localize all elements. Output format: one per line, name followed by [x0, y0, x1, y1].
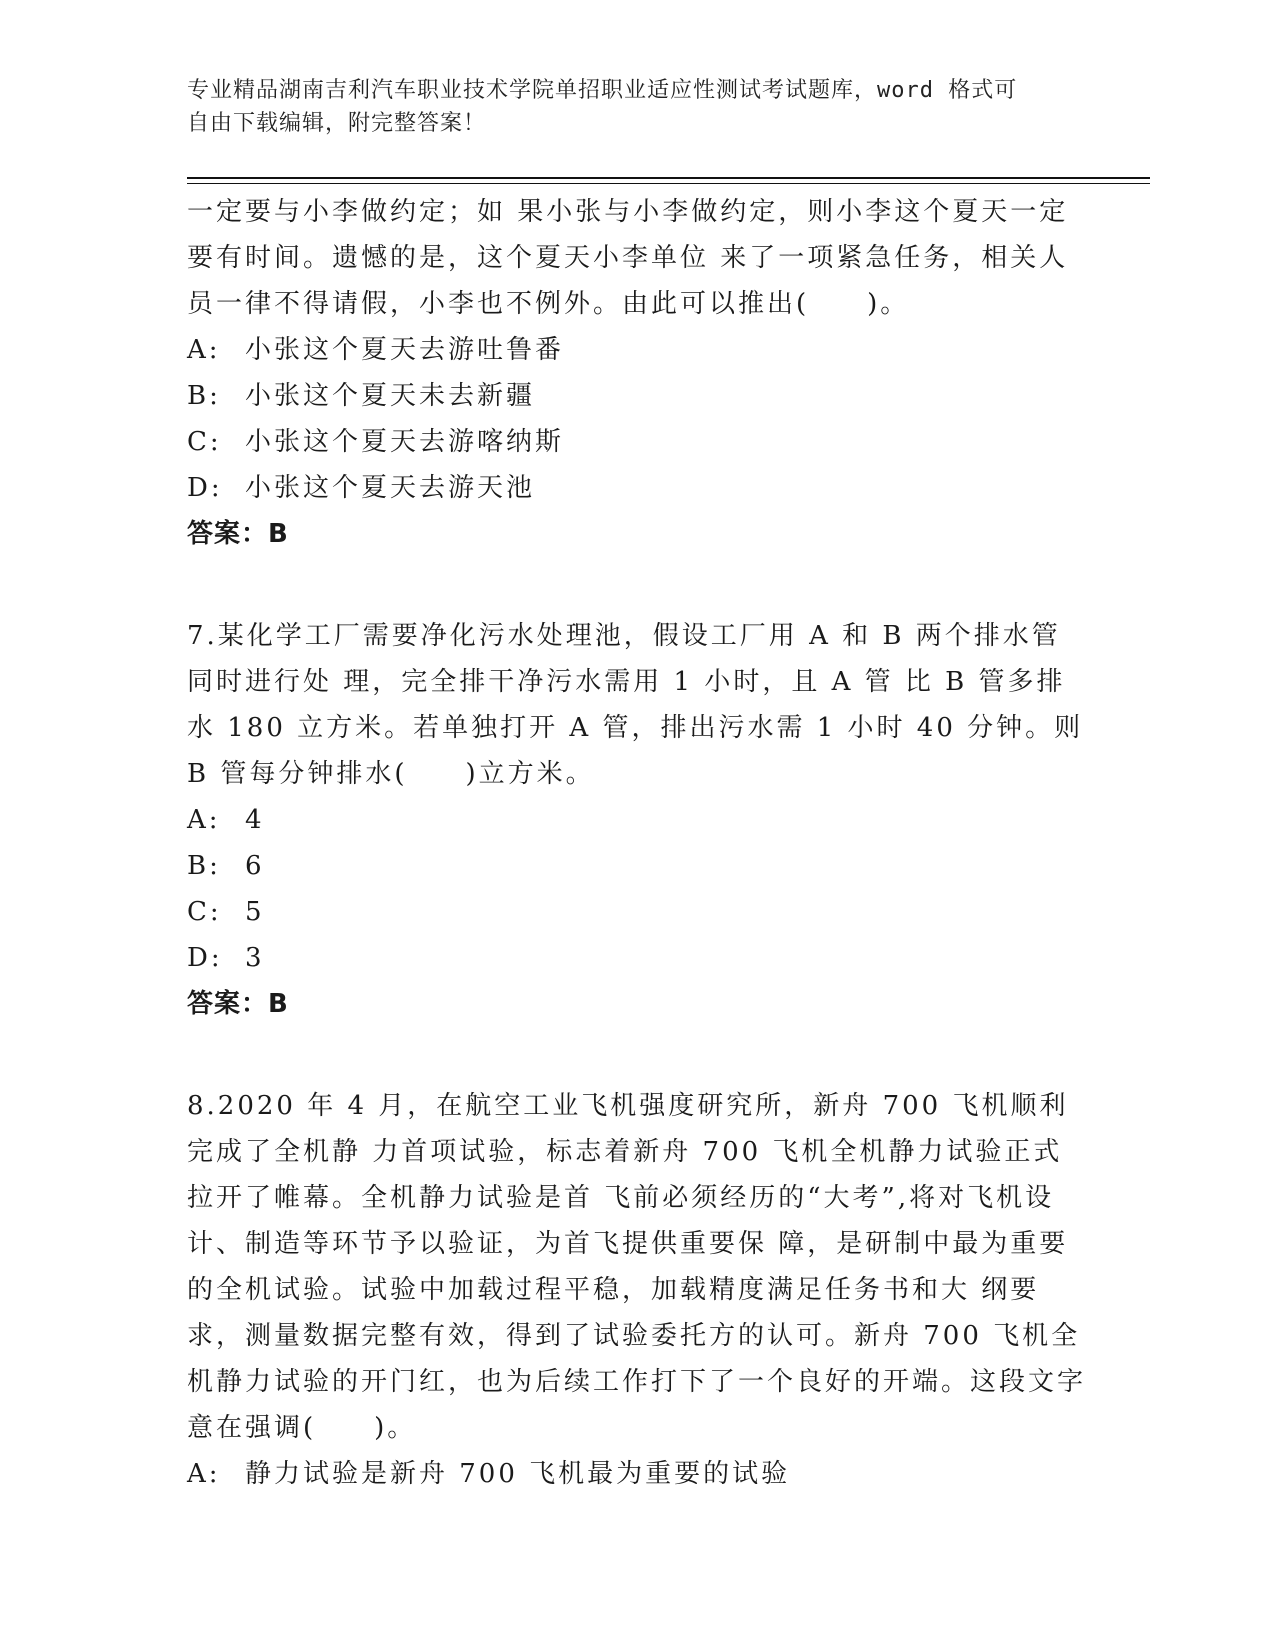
- option-letter: A:: [187, 335, 221, 365]
- question-6: [187, 189, 1087, 557]
- option-b: [187, 373, 1087, 419]
- document-header: [187, 74, 1067, 140]
- option-letter: C:: [187, 427, 222, 457]
- option-text: 4: [245, 805, 265, 835]
- spacer: [187, 557, 1087, 613]
- option-text: 5: [245, 897, 265, 927]
- document-body: [187, 189, 1087, 1497]
- option-text: 静力试验是新舟 700 飞机最为重要的试验: [245, 1459, 791, 1489]
- option-letter: D:: [187, 943, 223, 973]
- question-7: [187, 613, 1087, 1027]
- option-letter: A:: [187, 805, 221, 835]
- option-text: 小张这个夏天去游天池: [245, 473, 536, 503]
- header-divider-thick: [187, 177, 1150, 179]
- option-letter: B:: [187, 381, 221, 411]
- option-text: 小张这个夏天未去新疆: [245, 381, 536, 411]
- option-letter: D:: [187, 473, 223, 503]
- question-text: 7.某化学工厂需要净化污水处理池，假设工厂用 A 和 B 两个排水管同时进行处 理，完全排干净污水需用 1 小时，且 A 管 比 B 管多排水 180 立方米。若单独打开 A 管，排出污水需 1 小时 40 分钟。则 B 管每分钟排水( )立方米。: [187, 621, 1084, 789]
- header-line-1: 专业精品湖南吉利汽车职业技术学院单招职业适应性测试考试题库，word 格式可: [187, 78, 1018, 103]
- option-a: [187, 327, 1087, 373]
- spacer: [187, 1027, 1087, 1083]
- header-line-2: 自由下载编辑，附完整答案！: [187, 111, 487, 136]
- option-d: [187, 935, 1087, 981]
- option-b: [187, 843, 1087, 889]
- option-letter: B:: [187, 851, 221, 881]
- option-c: [187, 889, 1087, 935]
- option-text: 3: [245, 943, 265, 973]
- option-c: [187, 419, 1087, 465]
- option-d: [187, 465, 1087, 511]
- answer-label: 答案：B: [187, 519, 289, 549]
- option-text: 小张这个夏天去游吐鲁番: [245, 335, 565, 365]
- option-a: [187, 797, 1087, 843]
- option-letter: C:: [187, 897, 222, 927]
- option-letter: A:: [187, 1459, 221, 1489]
- option-text: 6: [245, 851, 265, 881]
- option-a: [187, 1451, 1087, 1497]
- answer-label: 答案：B: [187, 989, 289, 1019]
- question-8: [187, 1083, 1087, 1497]
- option-text: 小张这个夏天去游喀纳斯: [245, 427, 565, 457]
- question-text: 8.2020 年 4 月，在航空工业飞机强度研究所，新舟 700 飞机顺利完成了全机静 力首项试验，标志着新舟 700 飞机全机静力试验正式拉开了帷幕。全机静力试验是首 飞前必须经历的“大考”,将对飞机设计、制造等环节予以验证，为首飞提供重要保 障，是研制中最为重要的全机试验。试验中加载过程平稳，加载精度满足任务书和大 纲要求，测量数据完整有效，得到了试验委托方的认可。新舟 700 飞机全机静力试验的开门红，也为后续工作打下了一个良好的开端。这段文字意在强调( )。: [187, 1091, 1087, 1443]
- header-divider-thin: [187, 183, 1150, 184]
- question-text: 一定要与小李做约定；如 果小张与小李做约定，则小李这个夏天一定要有时间。遗憾的是，这个夏天小李单位 来了一项紧急任务，相关人员一律不得请假，小李也不例外。由此可以推出( )。: [187, 197, 1069, 319]
